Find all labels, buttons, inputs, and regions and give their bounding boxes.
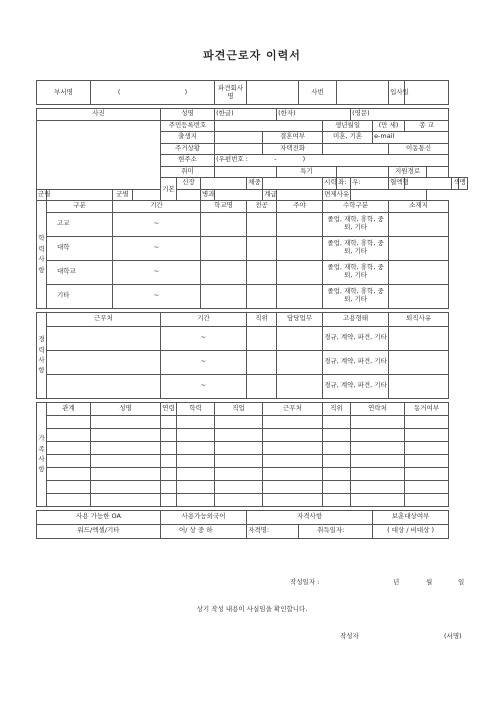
written-day[interactable]: 일	[458, 578, 465, 586]
family-cell[interactable]	[263, 480, 323, 493]
family-cell[interactable]	[405, 493, 449, 506]
rank-field[interactable]	[277, 189, 323, 201]
career-employment-options[interactable]: 경규, 계약, 파견, 기타	[323, 326, 389, 350]
family-cell[interactable]	[405, 454, 449, 467]
exemption-label: 면제사유	[323, 189, 351, 201]
color-blind-label: 색맹	[452, 178, 458, 190]
edu-status-options[interactable]: 졸업, 재학, 휴학, 중퇴, 기타	[323, 212, 389, 236]
edu-header-location: 소재지	[389, 201, 449, 213]
career-duty-field[interactable]	[277, 350, 323, 374]
name-label: 성명	[161, 109, 215, 121]
skills-header-row	[37, 510, 468, 524]
family-cell[interactable]	[263, 428, 323, 441]
basic-row-2	[37, 189, 468, 201]
family-cell[interactable]	[215, 493, 263, 506]
family-cell[interactable]	[405, 480, 449, 493]
family-cell[interactable]	[47, 441, 91, 454]
zip-label: (우편번호 :	[216, 155, 248, 164]
edu-major-field[interactable]	[247, 284, 277, 308]
family-cell[interactable]	[91, 415, 161, 428]
edu-daynight-field[interactable]	[277, 236, 323, 260]
family-cell[interactable]	[323, 467, 351, 480]
family-header-row	[37, 402, 468, 415]
family-cell[interactable]	[323, 454, 351, 467]
application-path-label: 지원경로	[389, 166, 427, 178]
family-cell[interactable]	[215, 480, 263, 493]
edu-school-field[interactable]	[201, 236, 247, 260]
family-cell[interactable]	[91, 441, 161, 454]
home-phone-label: 자택전화	[263, 143, 323, 155]
family-cell[interactable]	[263, 454, 323, 467]
family-cell[interactable]	[351, 493, 405, 506]
resume-form	[36, 80, 468, 539]
housing-field[interactable]	[215, 143, 263, 155]
vision-left[interactable]: 좌:	[337, 178, 351, 190]
career-header-position: 직위	[247, 312, 277, 326]
address-field[interactable]	[215, 155, 449, 167]
exemption-field[interactable]	[351, 189, 427, 201]
family-cell[interactable]	[405, 441, 449, 454]
edu-major-field[interactable]	[247, 236, 277, 260]
family-cell[interactable]	[351, 428, 405, 441]
education-header-row	[37, 201, 468, 213]
family-cell[interactable]	[161, 441, 177, 454]
dept-paren-close: )	[184, 87, 188, 96]
family-row	[37, 428, 468, 441]
edu-header-major: 전공	[247, 201, 277, 213]
edu-location-field[interactable]	[389, 284, 449, 308]
family-cell[interactable]	[215, 467, 263, 480]
family-cell[interactable]	[215, 428, 263, 441]
family-row	[37, 467, 468, 480]
arm-field[interactable]	[215, 189, 263, 201]
edu-school-field[interactable]	[201, 212, 247, 236]
acquired-date-field[interactable]: 취득일자:	[299, 524, 373, 538]
resident-row	[37, 120, 468, 132]
emp-no-field[interactable]	[337, 81, 389, 105]
edu-header-status: 수학구분	[323, 201, 389, 213]
family-header-job: 직업	[215, 402, 263, 415]
family-cell[interactable]	[91, 454, 161, 467]
family-cell[interactable]	[91, 467, 161, 480]
vision-right[interactable]: 우:	[351, 178, 389, 190]
vision-label: 시력	[323, 178, 337, 190]
veteran-label: 보훈대상여부	[373, 510, 449, 524]
family-cell[interactable]	[323, 415, 351, 428]
edu-major-field[interactable]	[247, 212, 277, 236]
birthplace-label: 출생지	[161, 132, 215, 144]
career-duty-field[interactable]	[277, 326, 323, 350]
edu-header-type: 구분	[47, 201, 113, 213]
edu-major-field[interactable]	[247, 260, 277, 284]
photo-box[interactable]	[37, 120, 161, 189]
skills-value-row	[37, 524, 468, 538]
edu-location-field[interactable]	[389, 212, 449, 236]
branch-label: 군별	[113, 189, 133, 201]
career-row	[37, 350, 468, 374]
veteran-value[interactable]: ( 대상 / 비대상 )	[373, 524, 449, 538]
family-cell[interactable]	[405, 428, 449, 441]
family-cell[interactable]	[263, 441, 323, 454]
career-reason-field[interactable]	[389, 350, 449, 374]
written-date-label: 작성일자 :	[290, 578, 320, 586]
edu-type: 고교	[47, 212, 113, 236]
written-year[interactable]: 년	[393, 578, 400, 586]
dispatch-company-field[interactable]	[247, 81, 299, 105]
family-side-label: 가족사항	[37, 402, 47, 506]
license-label: 자격사항	[247, 510, 373, 524]
specialty-label: 특기	[277, 166, 337, 178]
marital-label: 결혼여부	[263, 132, 323, 144]
education-row	[37, 212, 468, 236]
family-cell[interactable]	[91, 480, 161, 493]
family-cell[interactable]	[161, 415, 177, 428]
family-cell[interactable]	[91, 428, 161, 441]
career-reason-field[interactable]	[389, 326, 449, 350]
career-workplace-field[interactable]	[47, 350, 161, 374]
family-cell[interactable]	[177, 415, 215, 428]
education-side-label: 학력사항	[37, 201, 47, 309]
career-duty-field[interactable]	[277, 374, 323, 398]
mobile-label: 이동통신	[389, 143, 449, 155]
career-side-label: 경력사항	[37, 312, 47, 398]
career-header-duty: 담당업무	[277, 312, 323, 326]
family-cell[interactable]	[351, 480, 405, 493]
license-name-field[interactable]: 자격명:	[247, 524, 299, 538]
language-value[interactable]: 어/ 상 중 하	[161, 524, 247, 538]
family-row	[37, 415, 468, 428]
family-cell[interactable]	[215, 441, 263, 454]
family-cell[interactable]	[47, 428, 91, 441]
family-header-contact: 연락처	[351, 402, 405, 415]
family-cell[interactable]	[177, 441, 215, 454]
oa-label: 사용 가능한 OA	[37, 510, 161, 524]
family-cell[interactable]	[177, 454, 215, 467]
written-month[interactable]: 월	[426, 578, 433, 586]
family-header-cohabit: 동거여부	[405, 402, 449, 415]
family-header-education: 학력	[177, 402, 215, 415]
basic-side-label: 기본	[161, 178, 177, 201]
family-cell[interactable]	[323, 493, 351, 506]
career-header-workplace: 근무처	[47, 312, 161, 326]
edu-period[interactable]: ~	[113, 260, 201, 284]
family-cell[interactable]	[351, 467, 405, 480]
edu-header-daynight: 주야	[277, 201, 323, 213]
edu-header-school: 학교명	[201, 201, 247, 213]
family-cell[interactable]	[177, 480, 215, 493]
career-period[interactable]: ~	[161, 374, 247, 398]
family-cell[interactable]	[323, 441, 351, 454]
edu-period[interactable]: ~	[113, 284, 201, 308]
name-english-field[interactable]: (영문)	[351, 109, 449, 121]
hobby-label: 취미	[161, 166, 215, 178]
family-header-relation: 관계	[47, 402, 91, 415]
edu-school-field[interactable]	[201, 260, 247, 284]
home-phone-field[interactable]	[323, 143, 389, 155]
career-employment-options[interactable]: 경규, 계약, 파견, 기타	[323, 350, 389, 374]
edu-period[interactable]: ~	[113, 236, 201, 260]
confirm-text: 상기 작성 내용이 사실임을 확인합니다.	[196, 605, 308, 613]
family-cell[interactable]	[405, 467, 449, 480]
edu-type: 대학	[47, 236, 113, 260]
height-field[interactable]	[201, 178, 247, 190]
family-cell[interactable]	[351, 454, 405, 467]
arm-label: 병과	[201, 189, 215, 201]
edu-location-field[interactable]	[389, 260, 449, 284]
photo-label: 사진	[37, 109, 161, 121]
edu-type: 기타	[47, 284, 113, 308]
edu-daynight-field[interactable]	[277, 260, 323, 284]
career-position-field[interactable]	[247, 374, 277, 398]
career-header-reason: 퇴직사유	[389, 312, 449, 326]
family-row	[37, 480, 468, 493]
career-row	[37, 326, 468, 350]
form-title: 파견근로자 이력서	[203, 49, 301, 62]
career-workplace-field[interactable]	[47, 374, 161, 398]
dept-field[interactable]	[91, 81, 215, 105]
family-cell[interactable]	[215, 454, 263, 467]
dispatch-company-label: 파견회사명	[215, 81, 247, 105]
emp-no-label: 사번	[299, 81, 337, 105]
career-period[interactable]: ~	[161, 350, 247, 374]
name-korean-field[interactable]: (한글)	[215, 109, 277, 121]
family-row	[37, 493, 468, 506]
blood-field[interactable]	[405, 178, 452, 190]
edu-location-field[interactable]	[389, 236, 449, 260]
family-cell[interactable]	[161, 493, 177, 506]
education-row	[37, 260, 468, 284]
family-cell[interactable]	[47, 415, 91, 428]
family-cell[interactable]	[263, 415, 323, 428]
edu-header-period: 기간	[113, 201, 201, 213]
weight-label: 체중	[247, 178, 263, 190]
career-workplace-field[interactable]	[47, 326, 161, 350]
family-header-workplace: 근무처	[263, 402, 323, 415]
blood-label: 혈액형	[389, 178, 405, 190]
edu-status-options[interactable]: 졸업, 재학, 휴학, 중퇴, 기타	[323, 236, 389, 260]
family-cell[interactable]	[47, 480, 91, 493]
age-field[interactable]: (만 세)	[373, 120, 405, 132]
education-row	[37, 284, 468, 308]
edu-school-field[interactable]	[201, 284, 247, 308]
military-label: 군필	[37, 189, 47, 201]
oa-value[interactable]: 워드/엑셀/기타	[37, 524, 161, 538]
join-date-field[interactable]	[405, 81, 449, 105]
family-header-name: 성명	[91, 402, 161, 415]
edu-daynight-field[interactable]	[277, 284, 323, 308]
edu-period[interactable]: ~	[113, 212, 201, 236]
specialty-field[interactable]	[337, 166, 389, 178]
join-date-label: 입사일	[389, 81, 405, 105]
zip-close: )	[302, 155, 306, 164]
birthplace-field[interactable]	[215, 132, 263, 144]
signature-field[interactable]: (서명)	[444, 632, 462, 640]
education-row	[37, 236, 468, 260]
edu-daynight-field[interactable]	[277, 212, 323, 236]
career-header-employment: 고용형태	[323, 312, 389, 326]
family-cell[interactable]	[323, 428, 351, 441]
family-cell[interactable]	[351, 441, 405, 454]
family-cell[interactable]	[47, 493, 91, 506]
language-label: 사용가능외국어	[161, 510, 247, 524]
edu-status-options[interactable]: 졸업, 재학, 휴학, 중퇴, 기타	[323, 260, 389, 284]
family-row	[37, 454, 468, 467]
marital-options[interactable]: 미혼, 기혼	[323, 132, 373, 144]
address-label: 현주소	[161, 155, 215, 167]
hobby-field[interactable]	[215, 166, 277, 178]
career-header-period: 기간	[161, 312, 247, 326]
religion-label: 종 교	[405, 120, 449, 132]
family-cell[interactable]	[177, 493, 215, 506]
resident-no-field[interactable]	[215, 120, 323, 132]
family-cell[interactable]	[91, 493, 161, 506]
family-cell[interactable]	[177, 467, 215, 480]
family-cell[interactable]	[177, 428, 215, 441]
housing-label: 주거상황	[161, 143, 215, 155]
family-cell[interactable]	[263, 467, 323, 480]
edu-status-options[interactable]: 졸업, 재학, 휴학, 중퇴, 기타	[323, 284, 389, 308]
military-field[interactable]	[47, 189, 113, 201]
family-cell[interactable]	[263, 493, 323, 506]
family-cell[interactable]	[161, 454, 177, 467]
weight-field[interactable]	[263, 178, 323, 190]
career-reason-field[interactable]	[389, 374, 449, 398]
family-cell[interactable]	[405, 415, 449, 428]
name-hanja-field[interactable]: (한자)	[277, 109, 351, 121]
application-path-field[interactable]	[427, 166, 449, 178]
career-period[interactable]: ~	[161, 326, 247, 350]
height-label: 신장	[177, 178, 201, 190]
family-cell[interactable]	[323, 480, 351, 493]
family-cell[interactable]	[161, 428, 177, 441]
name-row	[37, 109, 468, 121]
career-header-row	[37, 312, 468, 326]
resident-no-label: 주민등록번호	[161, 120, 215, 132]
zip-dash: -	[274, 155, 277, 164]
dept-label: 부서명	[37, 81, 91, 105]
family-row	[37, 441, 468, 454]
email-field[interactable]: e-mail	[373, 132, 449, 144]
family-cell[interactable]	[47, 467, 91, 480]
writer-label: 작성자	[340, 632, 359, 640]
header-row	[37, 81, 468, 105]
rank-label: 계급	[263, 189, 277, 201]
family-header-position: 직위	[323, 402, 351, 415]
career-row	[37, 374, 468, 398]
family-cell[interactable]	[215, 415, 263, 428]
dept-paren-open: (	[117, 87, 121, 96]
family-cell[interactable]	[47, 454, 91, 467]
career-employment-options[interactable]: 경규, 계약, 파견, 기타	[323, 374, 389, 398]
family-header-age: 연령	[161, 402, 177, 415]
family-cell[interactable]	[351, 415, 405, 428]
family-cell[interactable]	[161, 467, 177, 480]
career-position-field[interactable]	[247, 326, 277, 350]
birth-label: 생년월일	[323, 120, 373, 132]
career-position-field[interactable]	[247, 350, 277, 374]
edu-type: 대학교	[47, 260, 113, 284]
family-cell[interactable]	[161, 480, 177, 493]
